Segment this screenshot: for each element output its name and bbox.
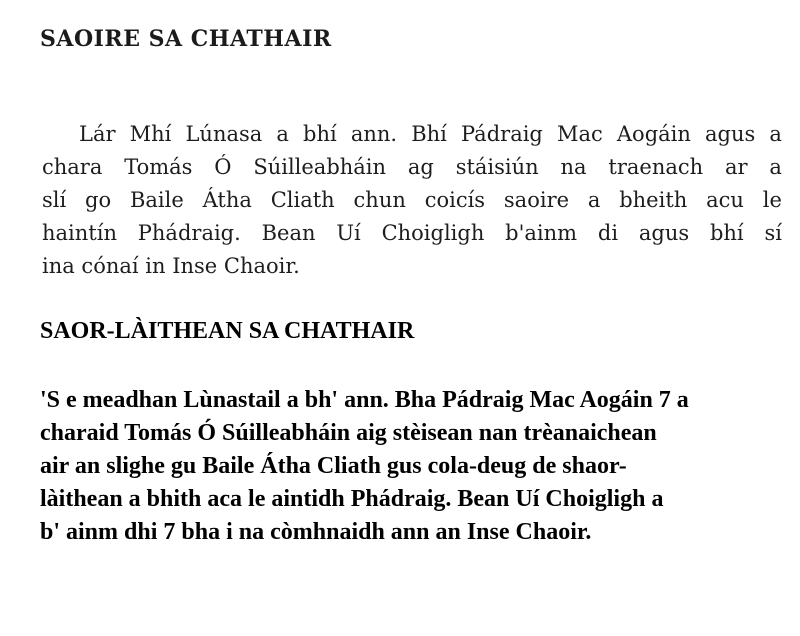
irish-word: agus	[705, 122, 756, 146]
irish-word: bhí	[709, 221, 744, 245]
irish-word: acu	[706, 188, 744, 212]
irish-word: ar	[724, 155, 748, 179]
irish-line-1	[42, 118, 782, 151]
gaelic-line-1: 'S e meadhan Lùnastail a bh' ann. Bha Pádraig Mac Aogáin 7 a	[40, 387, 689, 413]
irish-word: Phádraig.	[137, 221, 241, 245]
irish-word: a	[769, 155, 782, 179]
irish-word: a	[769, 122, 782, 146]
irish-word: Mac	[556, 122, 603, 146]
irish-word: go	[85, 188, 112, 212]
irish-word: bheith	[619, 188, 688, 212]
gaelic-section-title: SAOR-LÀITHEAN SA CHATHAIR	[40, 318, 415, 344]
irish-word: traenach	[608, 155, 704, 179]
irish-section-title: SAOIRE SA CHATHAIR	[40, 26, 332, 52]
irish-word: coicís	[424, 188, 486, 212]
irish-word: a	[276, 122, 289, 146]
irish-word: Pádraig	[461, 122, 543, 146]
irish-line-3	[42, 184, 782, 217]
irish-line-5: ina cónaí in Inse Chaoir.	[42, 254, 300, 278]
irish-word: b'ainm	[505, 221, 578, 245]
irish-word: Choigligh	[381, 221, 485, 245]
irish-word: slí	[42, 188, 67, 212]
irish-word: haintín	[42, 221, 117, 245]
irish-line-2	[42, 151, 782, 184]
gaelic-line-2: charaid Tomás Ó Súilleabháin aig stèisean nan trèanaichean	[40, 420, 657, 446]
irish-word: bhí	[303, 122, 337, 146]
gaelic-line-5: b' ainm dhi 7 bha i na còmhnaidh ann an Inse Chaoir.	[40, 519, 592, 545]
irish-word: Lár	[79, 122, 116, 146]
irish-word: Baile	[129, 188, 184, 212]
irish-word: chara	[42, 155, 103, 179]
irish-word: chun	[353, 188, 406, 212]
gaelic-line-4: làithean a bhith aca le aintidh Phádraig. Bean Uí Choigligh a	[40, 486, 664, 512]
irish-word: Cliath	[270, 188, 335, 212]
irish-word: Bhí	[411, 122, 447, 146]
irish-word: sí	[764, 221, 782, 245]
irish-word: saoire	[503, 188, 570, 212]
irish-paragraph	[42, 118, 782, 283]
irish-word: Uí	[336, 221, 361, 245]
irish-word: Tomás	[124, 155, 193, 179]
gaelic-paragraph	[40, 384, 780, 549]
irish-word: na	[560, 155, 587, 179]
irish-word: ann.	[350, 122, 398, 146]
irish-word: stáisiún	[455, 155, 539, 179]
irish-word: ag	[407, 155, 434, 179]
gaelic-line-3: air an slighe gu Baile Átha Cliath gus cola-deug de shaor-	[40, 453, 627, 479]
irish-word: Átha	[202, 188, 252, 212]
irish-word: di	[597, 221, 619, 245]
irish-word: Ó	[214, 155, 232, 179]
irish-word: Mhí	[129, 122, 172, 146]
irish-word: Súilleabháin	[253, 155, 387, 179]
irish-word: Lúnasa	[185, 122, 263, 146]
irish-word: a	[587, 188, 601, 212]
irish-word: agus	[638, 221, 690, 245]
irish-line-4	[42, 217, 782, 250]
irish-word: Bean	[261, 221, 316, 245]
irish-word: le	[762, 188, 782, 212]
irish-word: Aogáin	[616, 122, 691, 146]
